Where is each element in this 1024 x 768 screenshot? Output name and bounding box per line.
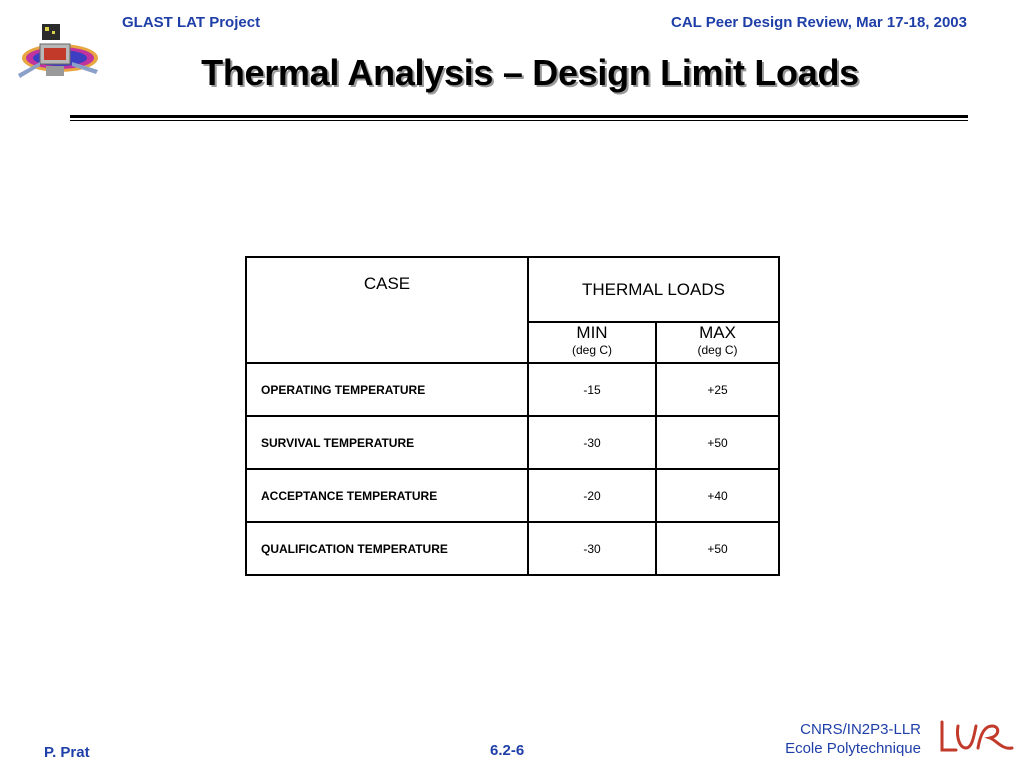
case-header: CASE (363, 274, 411, 293)
table-row (246, 522, 779, 575)
org-line-1: CNRS/IN2P3-LLR (800, 721, 921, 738)
case-label: QUALIFICATION TEMPERATURE (246, 522, 528, 575)
max-value: +50 (656, 416, 779, 469)
page-number: 6.2-6 (490, 742, 525, 759)
case-label: SURVIVAL TEMPERATURE (246, 416, 528, 469)
min-value: -20 (528, 469, 656, 522)
table-row (246, 469, 779, 522)
thermal-loads-header: THERMAL LOADS (528, 257, 779, 322)
max-value: +25 (656, 363, 779, 416)
max-header: MAX (699, 323, 736, 343)
slide-title: Thermal Analysis – Design Limit Loads (201, 52, 859, 93)
review-name: CAL Peer Design Review, Mar 17-18, 2003 (671, 14, 967, 31)
llr-logo-icon (934, 718, 1016, 758)
project-name: GLAST LAT Project (122, 14, 261, 31)
max-header-cell (656, 322, 779, 363)
case-label: OPERATING TEMPERATURE (246, 363, 528, 416)
case-label: ACCEPTANCE TEMPERATURE (246, 469, 528, 522)
thermal-loads-table (245, 256, 780, 576)
max-unit: (deg C) (697, 343, 738, 358)
min-header-cell (528, 322, 656, 363)
min-unit: (deg C) (571, 343, 612, 358)
table-row (246, 363, 779, 416)
organization (785, 720, 921, 758)
min-value: -30 (528, 522, 656, 575)
min-header: MIN (576, 323, 608, 343)
title-rule (70, 115, 968, 118)
title-rule-thin (70, 120, 968, 121)
max-value: +50 (656, 522, 779, 575)
max-value: +40 (656, 469, 779, 522)
min-value: -30 (528, 416, 656, 469)
table-row (246, 416, 779, 469)
author-name: P. Prat (44, 744, 90, 761)
case-header-cell (246, 257, 528, 363)
org-line-2: Ecole Polytechnique (785, 740, 921, 757)
min-value: -15 (528, 363, 656, 416)
